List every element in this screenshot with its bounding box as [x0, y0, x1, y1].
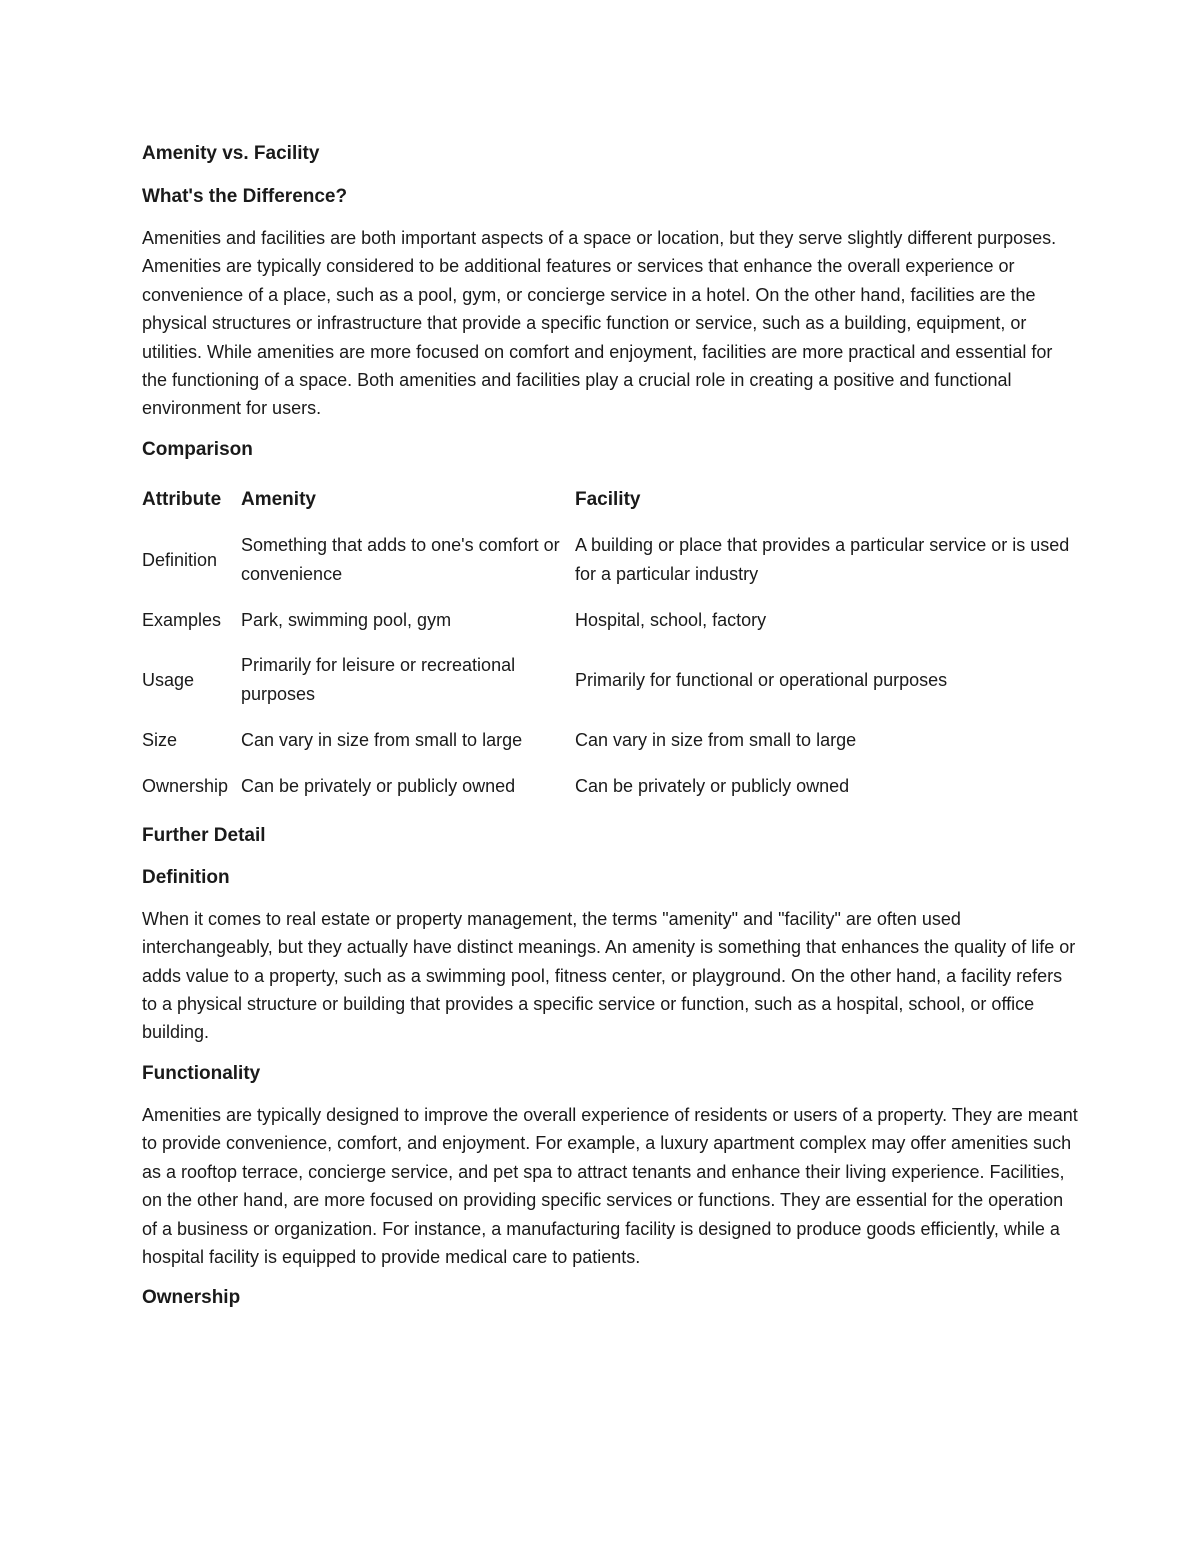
functionality-paragraph: Amenities are typically designed to improve the overall experience of residents or users of a property. They are meant to provide convenience, comfort, and enjoyment. For example, a luxury apartment complex may offer amenities such as a rooftop terrace, concierge service, and pet spa to attract tenants and enhance their living experience. Facilities, on the other hand, are more focused on providing specific services or functions. They are essential for the operation of a business or organization. For instance, a manufacturing facility is designed to produce goods efficiently, while a hospital facility is equipped to provide medical care to patients. — [142, 1104, 1078, 1267]
table-cell: Usage — [142, 669, 195, 690]
table-cell: A building or place that provides a particular service or is used for a particular industry — [575, 535, 1070, 584]
difference-heading: What's the Difference? — [142, 186, 348, 207]
functionality-heading: Functionality — [142, 1062, 261, 1084]
table-cell: Hospital, school, factory — [575, 609, 767, 630]
header-facility: Facility — [575, 488, 641, 510]
table-cell: Definition — [142, 549, 218, 570]
table-cell: Something that adds to one's comfort or convenience — [241, 535, 560, 584]
table-cell: Ownership — [142, 775, 229, 796]
header-amenity: Amenity — [241, 488, 316, 510]
table-cell: Primarily for functional or operational purposes — [575, 669, 948, 690]
definition-paragraph: When it comes to real estate or property management, the terms "amenity" and "facility" are often used interchangeably, but they actually have distinct meanings. An amenity is something that enhances the quality of life or adds value to a property, such as a swimming pool, fitness center, or playground. On the other hand, a facility refers to a physical structure or building that provides a specific service or function, such as a hospital, school, or office building. — [142, 908, 1076, 1043]
table-cell: Can vary in size from small to large — [241, 729, 523, 750]
table-cell: Can vary in size from small to large — [575, 729, 857, 750]
ownership-heading: Ownership — [142, 1287, 241, 1309]
table-cell: Size — [142, 729, 178, 750]
definition-heading: Definition — [142, 866, 230, 888]
difference-paragraph: Amenities and facilities are both important aspects of a space or location, but they serve slightly different purposes. Amenities are typically considered to be additional features or services that enhance the overall experience or convenience of a place, such as a pool, gym, or concierge service in a hotel. On the other hand, facilities are the physical structures or infrastructure that provide a specific function or service, such as a building, equipment, or utilities. While amenities are more focused on comfort and enjoyment, facilities are more practical and essential for the functioning of a space. Both amenities and facilities play a crucial role in creating a positive and functional environment for users. — [142, 228, 1057, 419]
table-row — [142, 763, 1082, 809]
table-row — [142, 523, 1082, 597]
document-title: Amenity vs. Facility — [142, 143, 320, 164]
table-cell: Park, swimming pool, gym — [241, 609, 452, 630]
further-detail-heading: Further Detail — [142, 824, 266, 846]
table-row — [142, 717, 1082, 763]
table-cell: Primarily for leisure or recreational purposes — [241, 655, 516, 704]
table-header-row — [142, 477, 1082, 523]
comparison-heading: Comparison — [142, 438, 253, 460]
table-row — [142, 643, 1082, 717]
table-row — [142, 597, 1082, 643]
table-cell: Can be privately or publicly owned — [241, 775, 516, 796]
header-attribute: Attribute — [142, 488, 222, 510]
table-cell: Can be privately or publicly owned — [575, 775, 850, 796]
comparison-table — [142, 477, 1082, 809]
table-cell: Examples — [142, 609, 222, 630]
document-page — [142, 138, 1082, 1325]
